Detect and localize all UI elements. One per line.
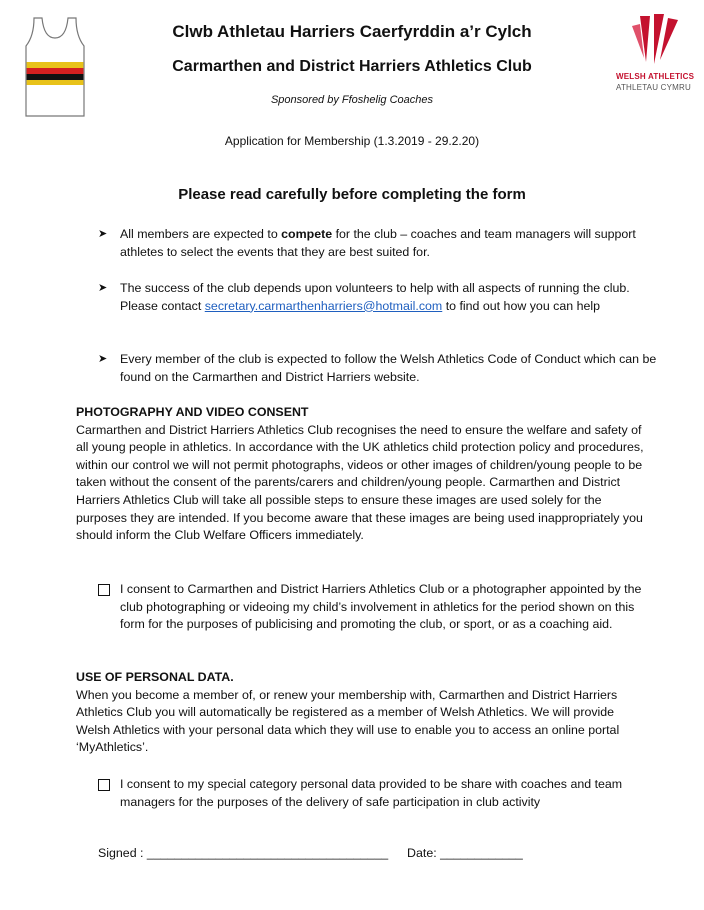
sponsor-line: Sponsored by Ffoshelig Coaches (270, 94, 434, 106)
logo-text-english: WELSH ATHLETICS (616, 72, 695, 81)
photo-consent (98, 581, 658, 634)
photography-body: Carmarthen and District Harriers Athletics Club recognises the need to ensure the welfare and safety of all young people in athletics. In accordance with the UK athletics child protection policy and procedures, within our control we will not permit photographs, videos or other images of children/young people to be taken without the consent of the parents/carers and children/young people. Carmarthen and District Harriers Athletics Club will take all possible steps to ensure these images are used solely for the purposes they are intended. If you become aware that these images are being used inappropriately you should inform the Club Welfare Officers immediately. (76, 422, 644, 543)
club-name-welsh: Clwb Athletau Harriers Caerfyrddin a’r Cylch (172, 22, 532, 41)
signature-field[interactable]: ___________________________________ (146, 846, 389, 860)
bullet-bold-text: compete (281, 227, 333, 241)
photo-consent-text: I consent to Carmarthen and District Harriers Athletics Club or a photographer appointed by the club photographing or videoing my child’s involvement in athletics for the period shown on this form for the purposes of publicising and promoting the club, or sport, or as a coaching aid. (120, 582, 642, 632)
application-period: Application for Membership (1.3.2019 - 29.2.20) (224, 134, 480, 148)
logo-text-welsh: ATHLETAU CYMRU (616, 83, 691, 92)
signature-line (98, 846, 523, 860)
bullet-text: for the club – coaches and team managers will support athletes to select the events that they are best suited for. (120, 227, 636, 259)
bullet-text: All members are expected to (120, 227, 282, 241)
photography-section (76, 404, 648, 545)
date-field[interactable]: ____________ (440, 846, 523, 860)
bullet-text: Every member of the club is expected to follow the Welsh Athletics Code of Conduct which can be found on the Carmarthen and District Harriers website. (120, 352, 657, 384)
data-consent-checkbox[interactable] (98, 779, 110, 791)
bullet-compete (98, 226, 658, 261)
personal-data-section (76, 669, 648, 757)
photography-heading: PHOTOGRAPHY AND VIDEO CONSENT (76, 405, 309, 419)
bullet-volunteers (98, 280, 658, 315)
signed-label: Signed : (98, 846, 147, 860)
data-consent (98, 776, 658, 811)
read-carefully-heading: Please read carefully before completing the form (178, 186, 526, 203)
date-label: Date: (407, 846, 441, 860)
personal-data-body: When you become a member of, or renew your membership with, Carmarthen and District Harriers Athletics Club you will automatically be registered as a member of Welsh Athletics. We will provide Welsh Athletics with your personal data which they will use to enable you to access an online portal ‘MyAthletics’. (76, 687, 620, 755)
arrow-bullet-icon: ➤ (98, 228, 108, 240)
bullet-text: to find out how you can help (442, 298, 600, 313)
arrow-bullet-icon: ➤ (98, 282, 108, 294)
photo-consent-checkbox[interactable] (98, 584, 110, 596)
bullet-text: The success of the club depends upon volunteers to help with all aspects of running the club. Please contact (120, 281, 630, 313)
personal-data-heading: USE OF PERSONAL DATA. (76, 670, 234, 684)
arrow-bullet-icon: ➤ (98, 353, 108, 365)
bullet-code-of-conduct (98, 351, 658, 386)
secretary-email-link[interactable]: secretary.carmarthenharriers@hotmail.com (204, 298, 443, 313)
data-consent-text: I consent to my special category personal data provided to be share with coaches and team managers for the purposes of the delivery of safe participation in club activity (120, 777, 623, 809)
club-name-english: Carmarthen and District Harriers Athletics Club (172, 58, 532, 75)
